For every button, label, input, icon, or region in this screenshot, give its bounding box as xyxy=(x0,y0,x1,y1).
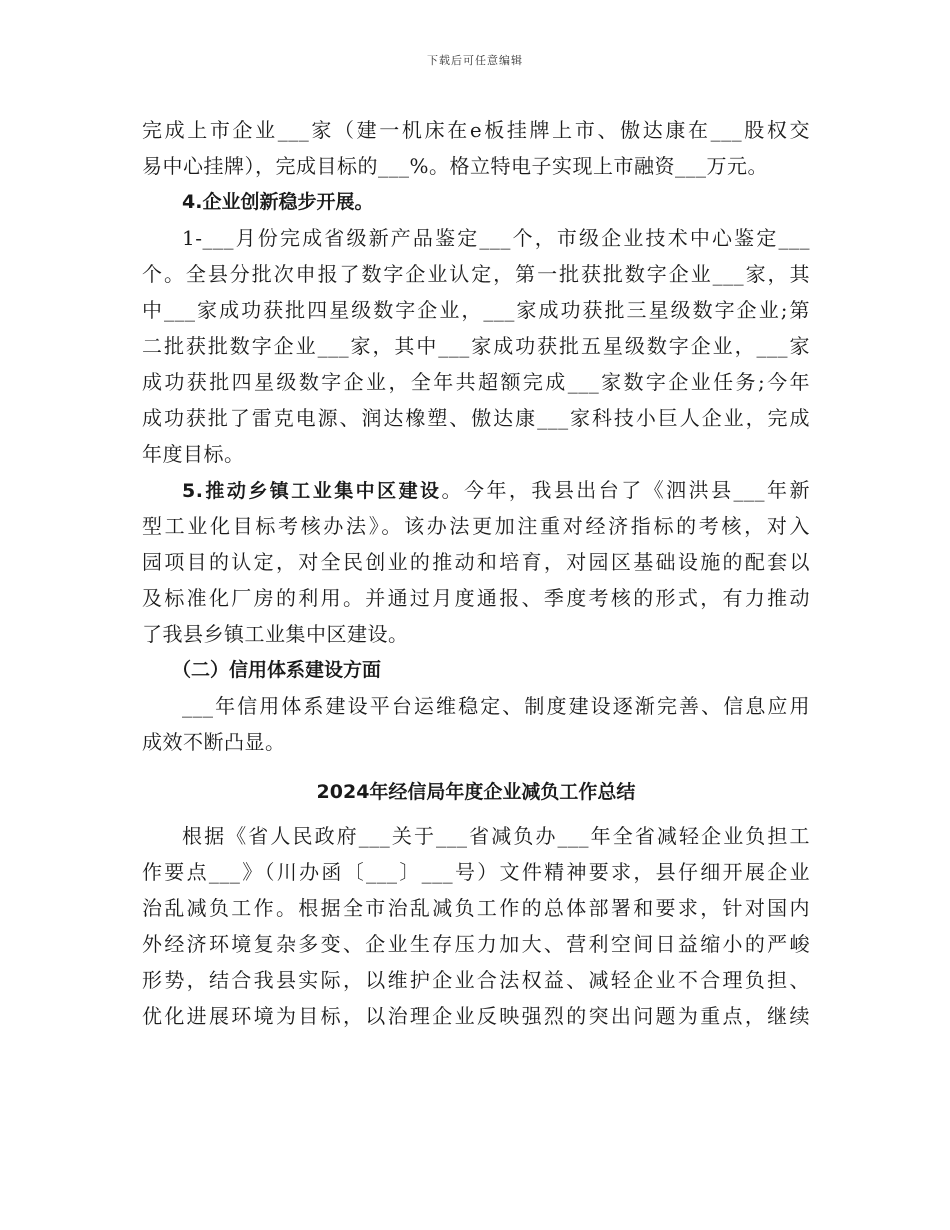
text-line: 形势，结合我县实际，以维护企业合法权益、减轻企业不合理负担、 xyxy=(142,968,810,992)
document-title: 2024年经信局年度企业减负工作总结 xyxy=(316,781,636,803)
paragraph-innovation xyxy=(142,220,810,472)
text-line: 型工业化目标考核办法》。该办法更加注重对经济指标的考核，对入 xyxy=(142,514,810,538)
paragraph-credit-system xyxy=(142,688,810,760)
heading-industrial-zone: 5.推动乡镇工业集中区建设 xyxy=(182,480,442,502)
heading-innovation: 4.企业创新稳步开展。 xyxy=(182,191,374,213)
text-line xyxy=(142,472,810,508)
text-run: 。今年，我县出台了《泗洪县___年新 xyxy=(441,478,810,502)
text-line: 治乱减负工作。根据全市治乱减负工作的总体部署和要求，针对国内 xyxy=(142,896,810,920)
text-line: 中___家成功获批四星级数字企业，___家成功获批三星级数字企业;第 xyxy=(142,298,810,322)
text-line: 1-___月份完成省级新产品鉴定___个，市级企业技术中心鉴定___ xyxy=(182,226,810,250)
text-line: 成功获批四星级数字企业，全年共超额完成___家数字企业任务;今年 xyxy=(142,370,810,394)
text-line: 及标准化厂房的利用。并通过月度通报、季度考核的形式，有力推动 xyxy=(142,586,810,610)
text-line: 园项目的认定，对全民创业的推动和培育，对园区基础设施的配套以 xyxy=(142,550,810,574)
text-line: ___年信用体系建设平台运维稳定、制度建设逐渐完善、信息应用 xyxy=(182,694,810,718)
page-header: 下载后可任意编辑 xyxy=(427,54,523,67)
text-line: 易中心挂牌），完成目标的___%。格立特电子实现上市融资___万元。 xyxy=(142,154,769,178)
text-line: 年度目标。 xyxy=(142,442,245,466)
text-line: 二批获批数字企业___家，其中___家成功获批五星级数字企业，___家 xyxy=(142,334,810,358)
text-line: 个。全县分批次申报了数字企业认定，第一批获批数字企业___家，其 xyxy=(142,262,810,286)
text-line: 外经济环境复杂多变、企业生存压力加大、营利空间日益缩小的严峻 xyxy=(142,932,810,956)
text-line: 优化进展环境为目标，以治理企业反映强烈的突出问题为重点，继续 xyxy=(142,1004,810,1028)
text-line: 了我县乡镇工业集中区建设。 xyxy=(142,622,409,646)
text-line: 完成上市企业___家（建一机床在e板挂牌上市、傲达康在___股权交 xyxy=(142,118,810,142)
text-line: 根据《省人民政府___关于___省减负办___年全省减轻企业负担工 xyxy=(182,824,810,848)
document-body xyxy=(142,112,810,1034)
text-line: 成效不断凸显。 xyxy=(142,730,286,754)
paragraph-industrial-zone xyxy=(142,472,810,652)
text-line: 作要点___》（川办函〔___〕___号）文件精神要求，县仔细开展企业 xyxy=(142,860,810,884)
heading-credit-system: （二）信用体系建设方面 xyxy=(172,659,382,681)
paragraph-listing xyxy=(142,112,810,184)
paragraph-burden-reduction xyxy=(142,818,810,1034)
text-line: 成功获批了雷克电源、润达橡塑、傲达康___家科技小巨人企业，完成 xyxy=(142,406,810,430)
